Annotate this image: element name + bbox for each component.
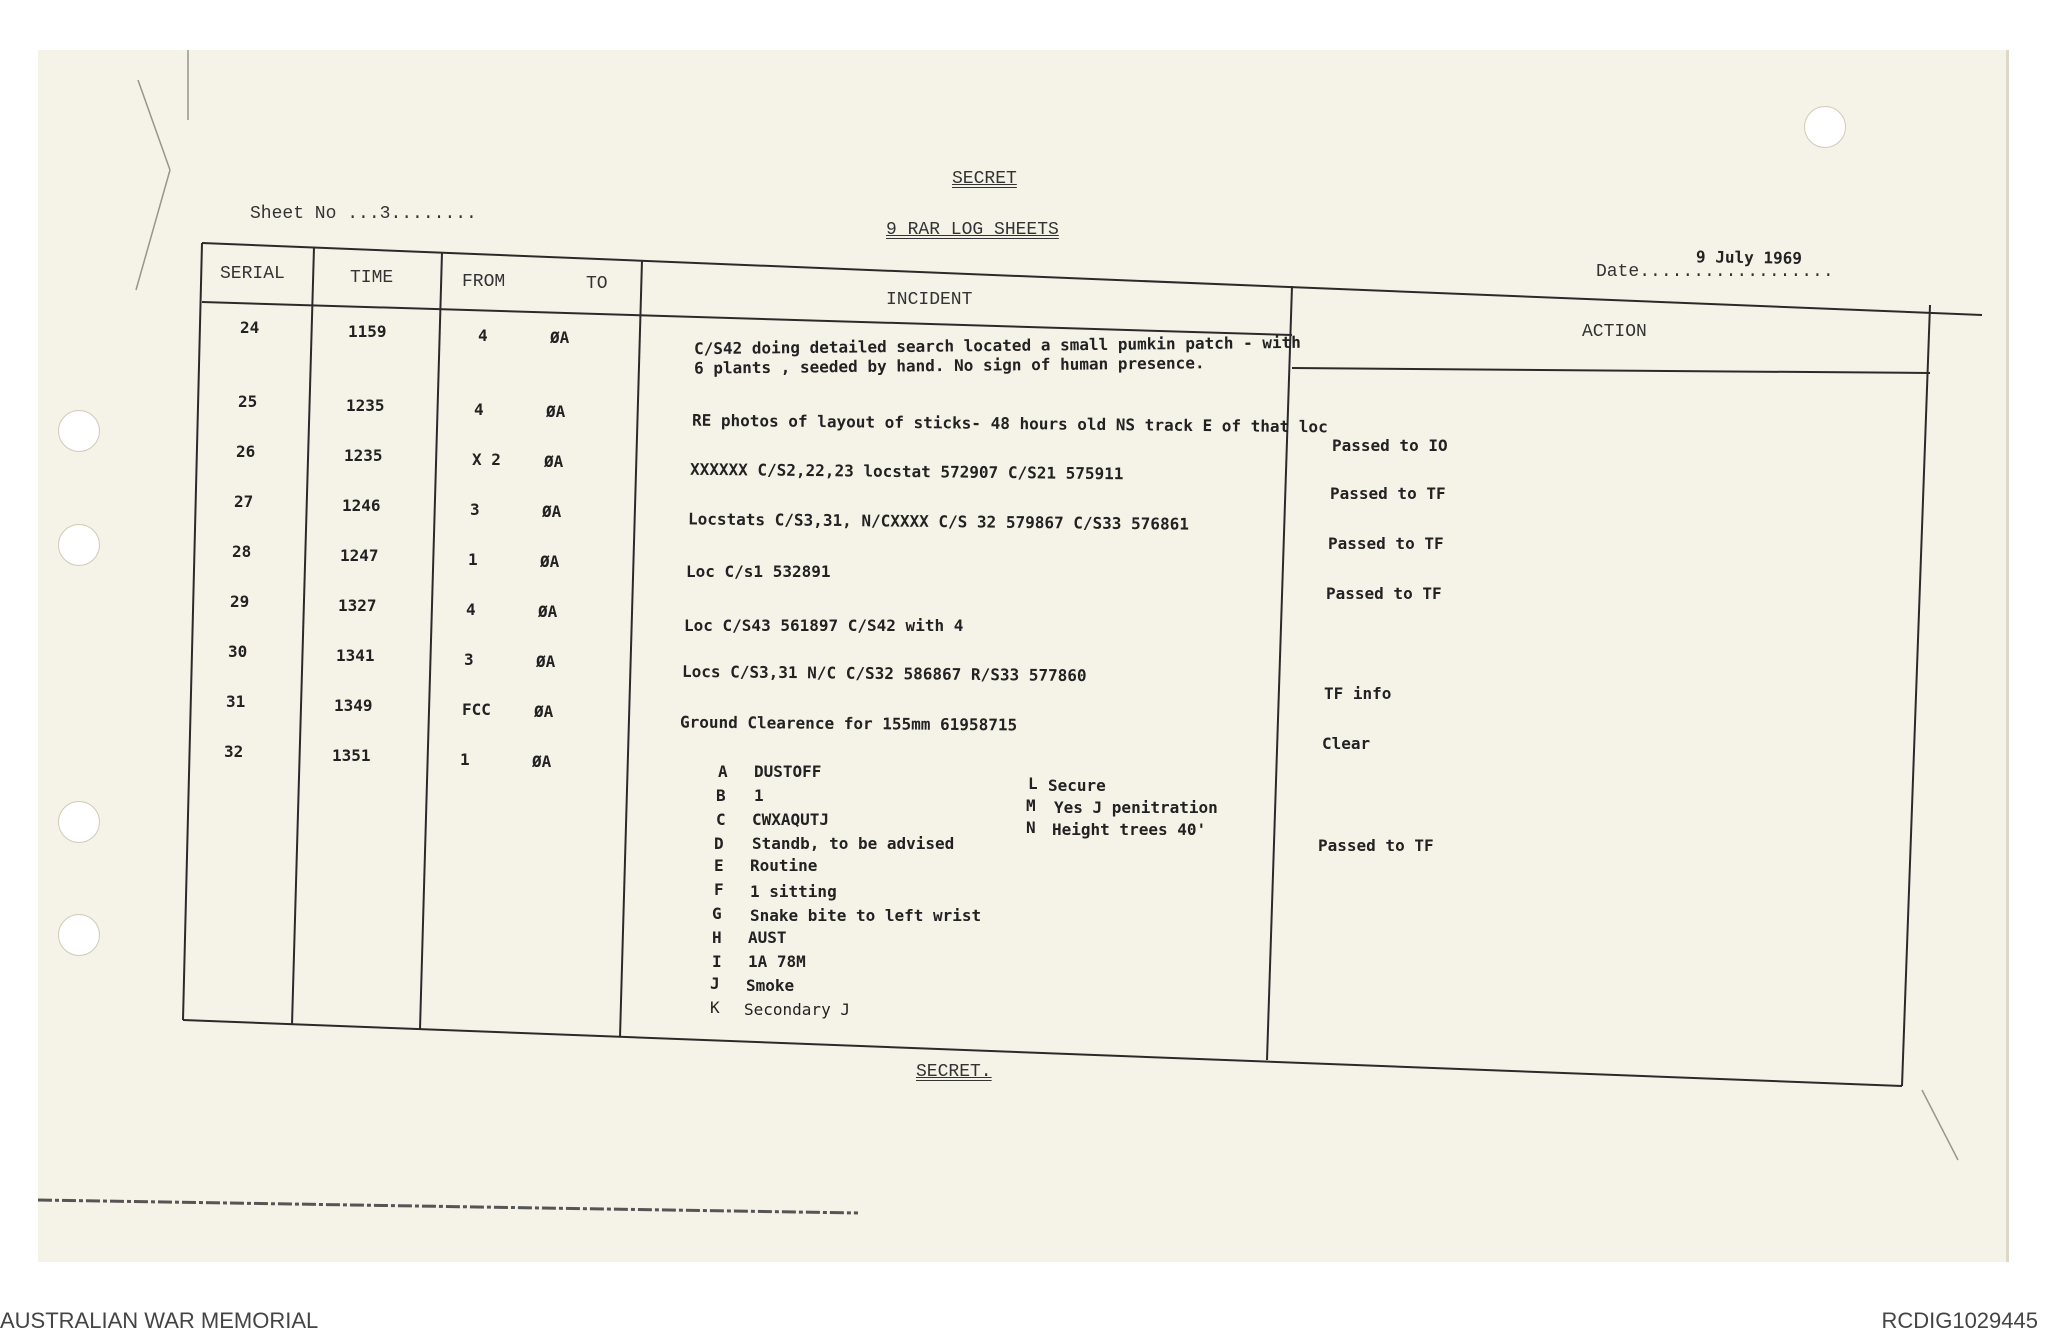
dustoff-value: CWXAQUTJ — [752, 810, 830, 829]
row-action: Passed to TF — [1330, 484, 1446, 503]
row-incident-line: XXXXXX C/S2,22,23 locstat 572907 C/S21 575911 — [689, 459, 1124, 484]
row-to: ØA — [544, 452, 564, 471]
column-header-action: ACTION — [1582, 322, 1647, 342]
row-from: 4 — [474, 400, 484, 419]
row-serial: 31 — [226, 692, 246, 711]
dustoff-key: I — [712, 952, 722, 971]
row-time: 1159 — [348, 322, 387, 341]
row-time: 1341 — [336, 646, 375, 665]
row-to: ØA — [542, 502, 562, 521]
document-title: 9 RAR LOG SHEETS — [886, 220, 1059, 240]
dustoff-value: Height trees 40' — [1052, 820, 1207, 839]
row-to: ØA — [534, 702, 554, 721]
row-serial: 30 — [228, 642, 248, 661]
row-incident-line: C/S42 doing detailed search located a small pumkin patch - with — [693, 332, 1301, 359]
dustoff-key: B — [716, 786, 726, 805]
dustoff-key: H — [712, 928, 722, 947]
date-value: 9 July 1969 — [1695, 247, 1803, 268]
row-serial: 26 — [236, 442, 256, 461]
row-action: Passed to IO — [1332, 436, 1448, 455]
dustoff-value: 1A 78M — [748, 952, 806, 971]
dustoff-key: A — [718, 762, 728, 781]
dustoff-key: L — [1028, 774, 1038, 793]
dustoff-value: Secure — [1048, 776, 1106, 795]
dustoff-value: Smoke — [746, 976, 795, 995]
row-time: 1235 — [344, 446, 383, 465]
row-action: Clear — [1322, 734, 1371, 753]
row-from: 1 — [460, 750, 470, 769]
row-action: Passed to TF — [1326, 584, 1442, 603]
row-action: Passed to TF — [1328, 534, 1444, 553]
row-from: FCC — [462, 700, 491, 719]
date-dots: .................. — [1639, 262, 1834, 282]
row-time: 1349 — [334, 696, 373, 715]
row-to: ØA — [532, 752, 552, 771]
row-from: X 2 — [472, 450, 501, 469]
date-field — [1596, 262, 1834, 282]
row-incident-line: Locstats C/S3,31, N/CXXXX C/S 32 579867 C/S33 576861 — [687, 509, 1189, 534]
row-incident-line: Loc C/S43 561897 C/S42 with 4 — [684, 616, 964, 635]
archive-reference-id: RCDIG1029445 — [1881, 1308, 2038, 1333]
row-from: 4 — [466, 600, 476, 619]
log-sheet-paper — [38, 50, 2009, 1262]
sheet-number-value: 3 — [379, 204, 391, 224]
row-incident-line: RE photos of layout of sticks- 48 hours old NS track E of that loc — [691, 410, 1328, 437]
dustoff-key: J — [710, 974, 720, 993]
row-incident-line: Ground Clearence for 155mm 61958715 — [679, 712, 1018, 735]
sheet-number-dots: ........ — [390, 204, 477, 224]
row-to: ØA — [546, 402, 566, 421]
row-serial: 24 — [240, 318, 260, 337]
dustoff-key: D — [714, 834, 724, 853]
dustoff-value: 1 sitting — [750, 882, 837, 901]
row-time: 1246 — [342, 496, 381, 515]
column-header-from: FROM — [462, 272, 506, 292]
row-action: TF info — [1324, 684, 1392, 703]
row-from: 4 — [478, 326, 488, 345]
dustoff-key: M — [1026, 796, 1036, 815]
row-serial: 32 — [224, 742, 244, 761]
row-serial: 25 — [238, 392, 258, 411]
dustoff-value: DUSTOFF — [754, 762, 822, 781]
dustoff-key: E — [714, 856, 724, 875]
column-header-to: TO — [586, 274, 608, 294]
column-header-time: TIME — [350, 268, 394, 288]
row-serial: 28 — [232, 542, 252, 561]
dustoff-key: K — [710, 998, 720, 1017]
row-time: 1351 — [332, 746, 371, 765]
dustoff-key: F — [714, 880, 724, 899]
dustoff-value: AUST — [748, 928, 787, 947]
dustoff-key: N — [1026, 818, 1036, 837]
row-incident-line: Loc C/s1 532891 — [686, 562, 831, 581]
date-label: Date — [1596, 262, 1640, 282]
column-header-incident: INCIDENT — [886, 290, 973, 310]
dustoff-key: C — [716, 810, 726, 829]
dustoff-value: 1 — [754, 786, 764, 805]
row-action: Passed to TF — [1318, 836, 1434, 855]
row-to: ØA — [550, 328, 570, 347]
dustoff-value: Standb, to be advised — [752, 834, 955, 853]
dustoff-key: G — [712, 904, 722, 923]
dustoff-value: Secondary J — [744, 1000, 850, 1019]
dustoff-value: Snake bite to left wrist — [750, 906, 982, 925]
row-from: 1 — [468, 550, 478, 569]
archive-source-label: AUSTRALIAN WAR MEMORIAL — [0, 1308, 319, 1333]
row-incident-line: 6 plants , seeded by hand. No sign of human presence. — [693, 353, 1205, 378]
dustoff-value: Routine — [750, 856, 818, 875]
dustoff-value: Yes J penitration — [1054, 798, 1218, 817]
row-to: ØA — [540, 552, 560, 571]
classification-bottom: SECRET. — [916, 1062, 992, 1082]
row-from: 3 — [464, 650, 474, 669]
column-header-serial: SERIAL — [220, 264, 285, 284]
row-time: 1247 — [340, 546, 379, 565]
row-from: 3 — [470, 500, 480, 519]
row-serial: 29 — [230, 592, 250, 611]
row-incident-line: Locs C/S3,31 N/C C/S32 586867 R/S33 577860 — [681, 661, 1087, 686]
row-time: 1327 — [338, 596, 377, 615]
row-to: ØA — [538, 602, 558, 621]
sheet-number-field — [250, 204, 477, 224]
row-to: ØA — [536, 652, 556, 671]
sheet-number-label: Sheet No ... — [250, 204, 380, 224]
row-time: 1235 — [346, 396, 385, 415]
classification-top: SECRET — [952, 169, 1017, 189]
row-serial: 27 — [234, 492, 254, 511]
